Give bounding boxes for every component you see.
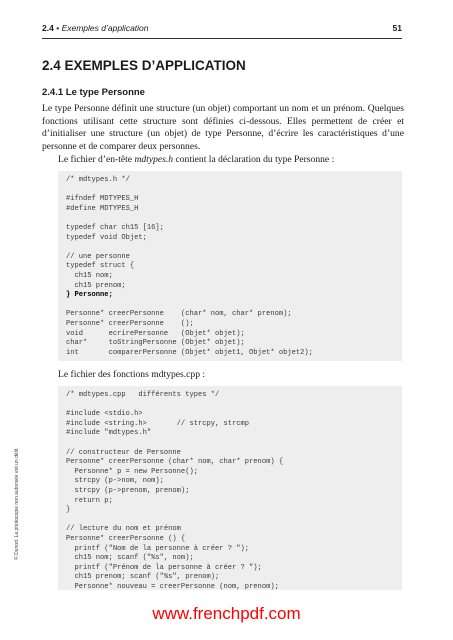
code-line: // constructeur de Personne	[66, 448, 181, 457]
code-line: Personne* creerPersonne () {	[66, 534, 186, 543]
code-line: return p;	[66, 496, 113, 505]
code-line	[66, 358, 402, 361]
code-line: int comparerPersonne (Objet* objet1, Objet* objet2);	[66, 348, 313, 357]
code-line: printf ("Prénom de la personne à créer ? ");	[66, 563, 262, 572]
code-line: Personne* creerPersonne ();	[66, 319, 194, 328]
code-line: ch15 prenom;	[66, 281, 126, 290]
code-line: #include <stdio.h>	[66, 410, 143, 419]
code-line: #include "mdtypes.h"	[66, 429, 152, 438]
body-paragraph: Le type Personne définit une structure (un objet) comportant un nom et un prénom. Quelques fonctions utilisant cette structure sont définies ci-dessous. Elles permettent de créer et d’initialiser une structure (un objet) de type Personne, d’écrire les caractéristiques d’une personne et de comparer deux personnes.	[42, 103, 404, 152]
code-line: Personne* nouveau = creerPersonne (nom, prenom);	[66, 582, 279, 590]
code-line: Personne* p = new Personne();	[66, 467, 198, 476]
code-line	[66, 439, 402, 449]
running-header	[42, 23, 402, 33]
code-line: #include <string.h> // strcpy, strcmp	[66, 419, 250, 428]
page-number: 51	[392, 23, 402, 33]
code-line	[66, 516, 402, 526]
watermark-url: www.frenchpdf.com	[152, 604, 301, 623]
code-intro-2: Le fichier des fonctions mdtypes.cpp :	[58, 369, 206, 380]
header-section: 2.4 • Exemples d’application	[42, 23, 149, 33]
code-line: #ifndef MDTYPES_H	[66, 195, 139, 204]
code-line: strcpy (p->nom, nom);	[66, 477, 164, 486]
code-line	[66, 214, 402, 224]
code-line: }	[66, 506, 71, 515]
code-line: ch15 nom;	[66, 271, 113, 280]
code-line: strcpy (p->prenom, prenom);	[66, 486, 190, 495]
code-line: typedef void Objet;	[66, 233, 147, 242]
code-line: Personne* creerPersonne (char* nom, char* prenom);	[66, 310, 292, 319]
code-line: ch15 nom; scanf ("%s", nom);	[66, 554, 194, 563]
code-intro-1: Le fichier d’en-tête mdtypes.h contient la déclaration du type Personne :	[58, 154, 335, 165]
code-line: char* toStringPersonne (Objet* objet);	[66, 339, 245, 348]
subsection-heading: 2.4.1 Le type Personne	[42, 87, 145, 98]
code-line: typedef char ch15 [16];	[66, 223, 164, 232]
code-line: // une personne	[66, 252, 130, 261]
code-line: /* mdtypes.h */	[66, 176, 130, 184]
header-rule	[42, 38, 402, 39]
code-line: Personne* creerPersonne (char* nom, char* prenom) {	[66, 458, 284, 467]
section-heading: 2.4 EXEMPLES D’APPLICATION	[42, 58, 246, 73]
code-line: /* mdtypes.cpp différents types */	[66, 391, 220, 399]
code-line: void ecrirePersonne (Objet* objet);	[66, 329, 245, 338]
code-line	[66, 186, 402, 196]
code-block-functions	[58, 386, 402, 590]
code-line	[66, 243, 402, 253]
code-line: printf ("Nom de la personne à créer ? ");	[66, 544, 250, 553]
code-line: typedef struct {	[66, 262, 135, 271]
code-line: } Personne;	[66, 291, 113, 300]
code-line	[66, 401, 402, 411]
code-line: // lecture du nom et prénom	[66, 525, 181, 534]
code-line	[66, 301, 402, 311]
code-line: #define MDTYPES_H	[66, 204, 139, 213]
copyright-notice: © Dunod. La photocopie non autorisée est un délit.	[14, 447, 20, 560]
code-block-header	[58, 171, 402, 361]
code-line: ch15 prenom; scanf ("%s", prenom);	[66, 573, 220, 582]
